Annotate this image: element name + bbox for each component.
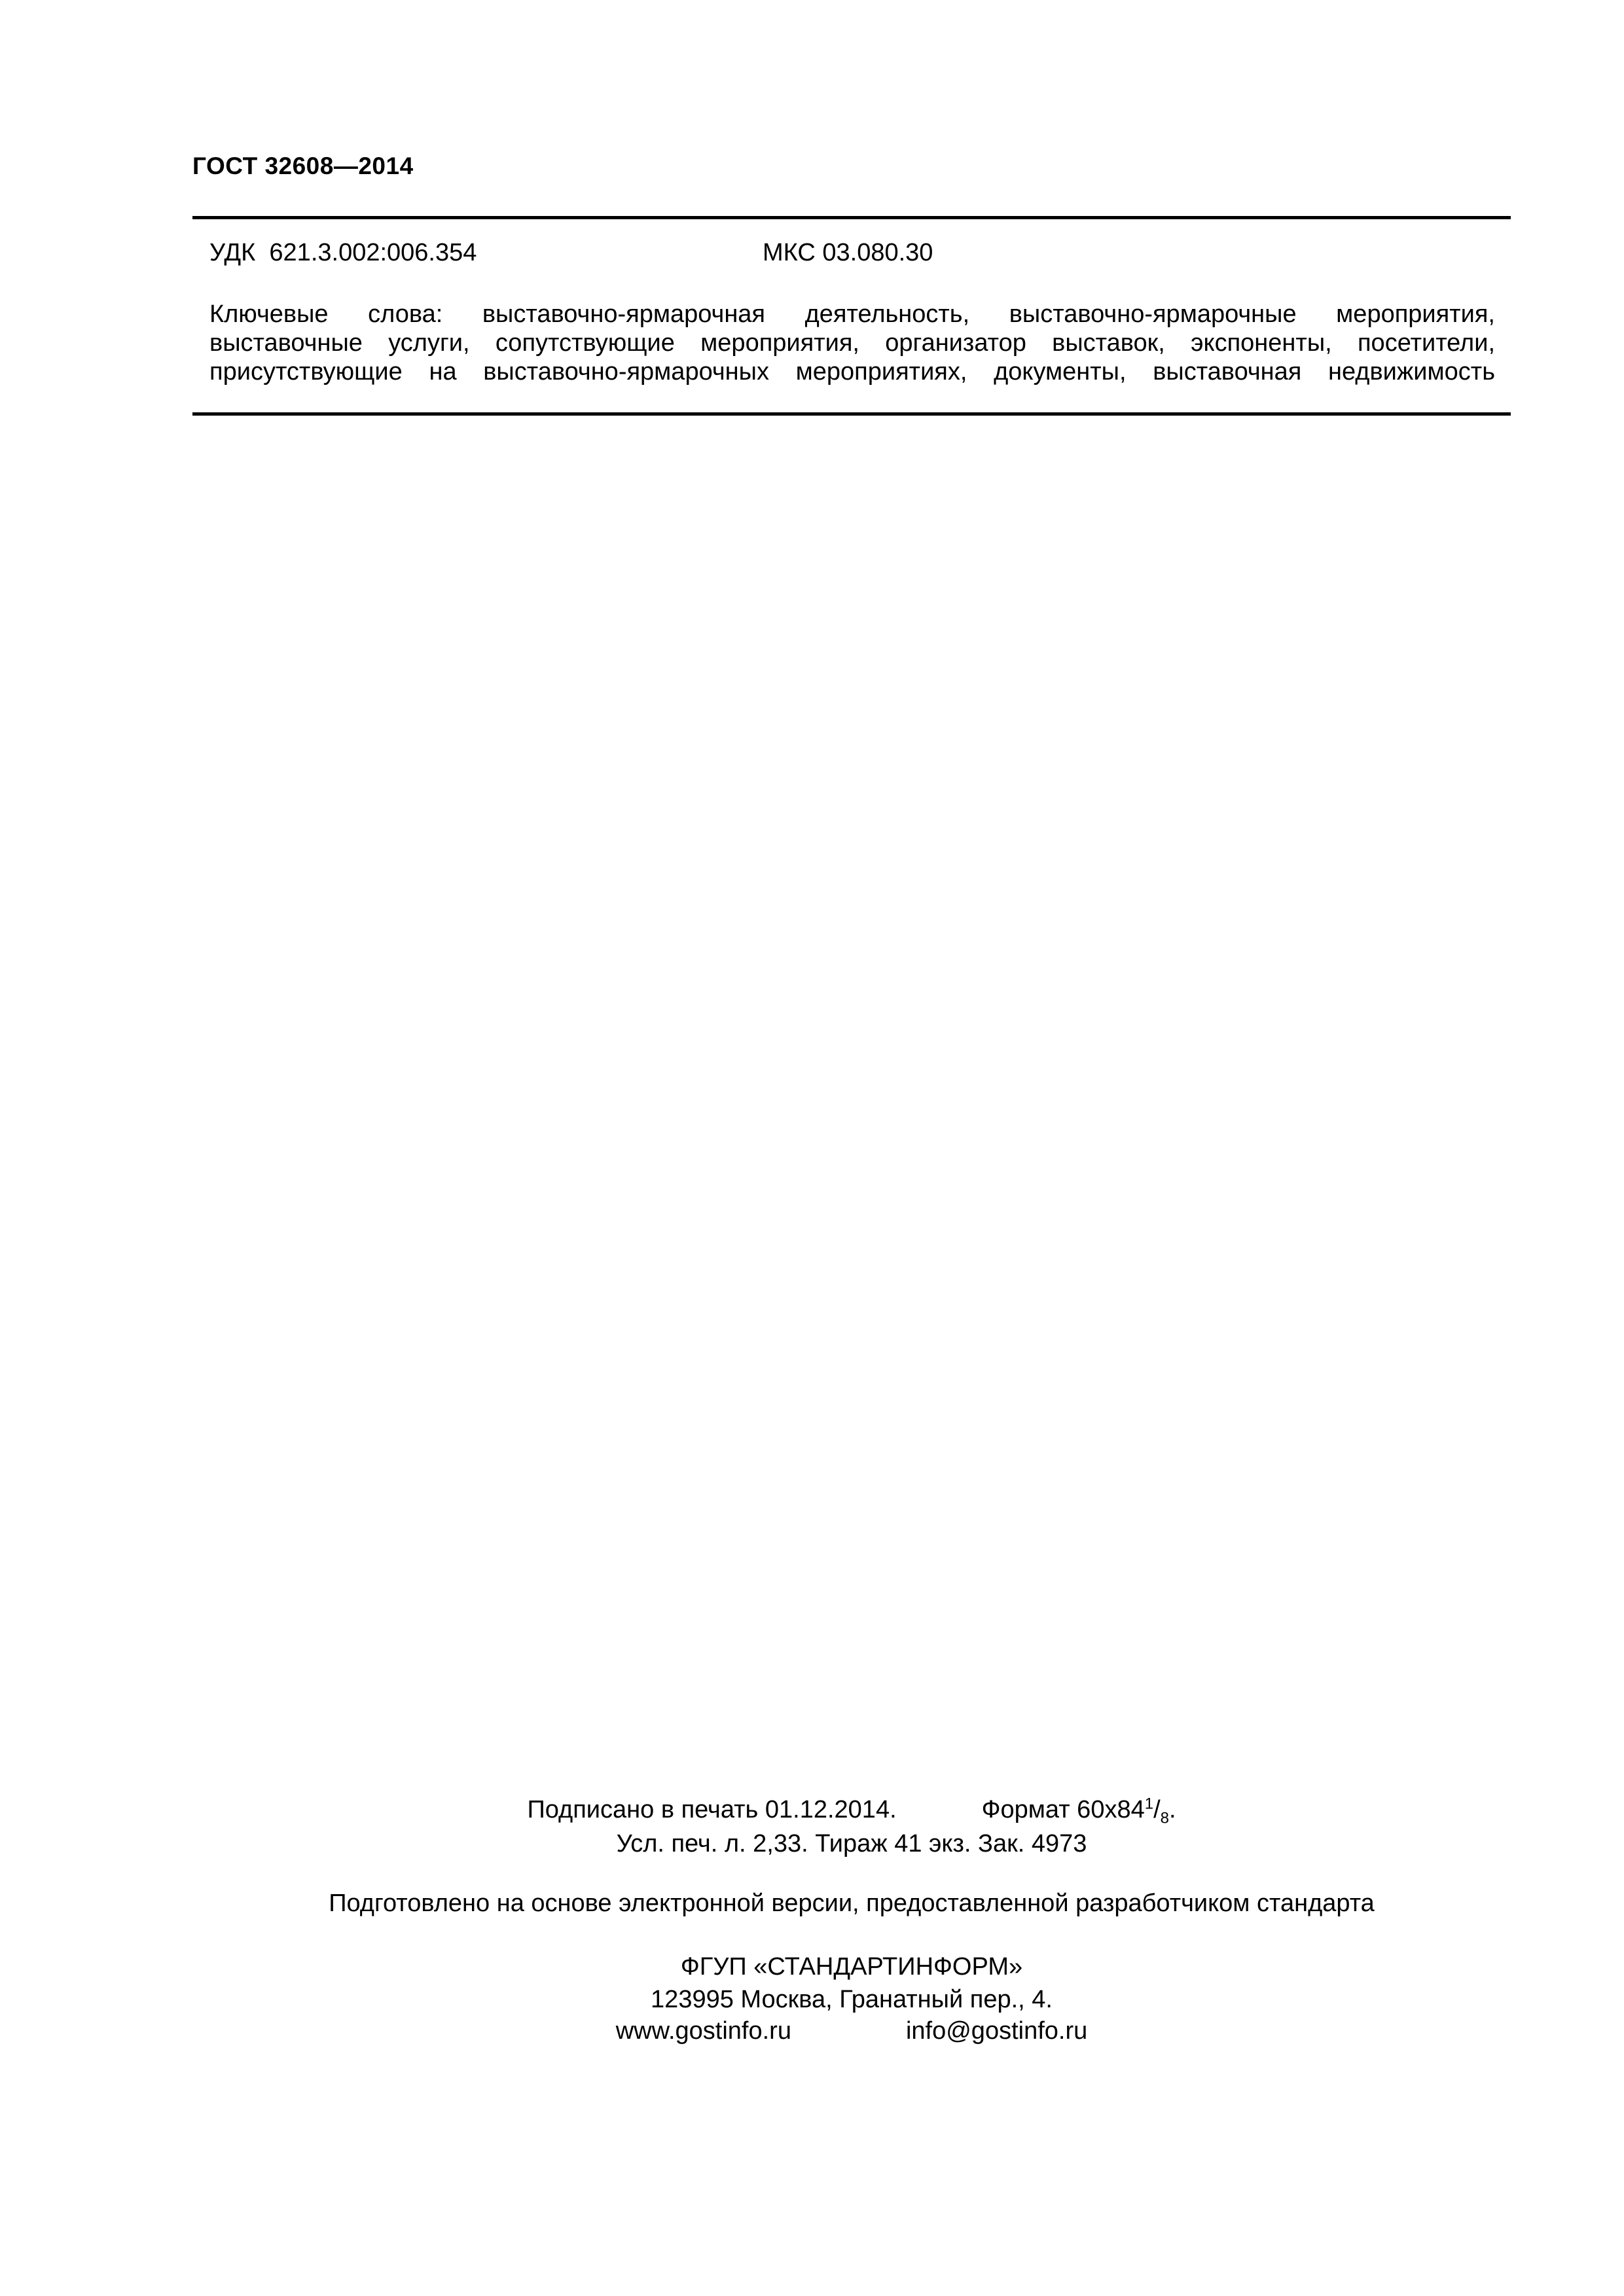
mks-code: МКС 03.080.30 bbox=[763, 239, 933, 266]
signed-date: Подписано в печать 01.12.2014. bbox=[527, 1796, 897, 1823]
website-link[interactable]: www.gostinfo.ru bbox=[615, 2017, 791, 2045]
paper-format: Формат $60x84^1/_8$. bbox=[981, 1795, 1176, 1827]
keywords-block bbox=[209, 300, 1495, 386]
prepared-note: Подготовлено на основе электронной версии, предоставленной разработчиком стандарта bbox=[329, 1890, 1375, 1917]
udk-code: УДК 621.3.002:006.354 bbox=[209, 239, 477, 266]
bottom-divider bbox=[192, 412, 1511, 416]
print-signed-line bbox=[192, 1793, 1511, 1826]
keywords-line: присутствующие на выставочно-ярмарочных мероприятиях, документы, выставочная недвижимость bbox=[209, 358, 1495, 386]
keywords-line: Ключевые слова: выставочно-ярмарочная деятельность, выставочно-ярмарочные мероприятия, bbox=[209, 300, 1495, 328]
standard-number: ГОСТ 32608—2014 bbox=[192, 152, 414, 179]
publisher-contacts bbox=[192, 2015, 1511, 2047]
publisher-address: 123995 Москва, Гранатный пер., 4. bbox=[651, 1986, 1053, 2013]
top-divider bbox=[192, 216, 1511, 219]
publisher-name: ФГУП «СТАНДАРТИНФОРМ» bbox=[680, 1953, 1023, 1981]
email-link[interactable]: info@gostinfo.ru bbox=[905, 2017, 1088, 2045]
keywords-line: выставочные услуги, сопутствующие мероприятия, организатор выставок, экспоненты, посетители, bbox=[209, 329, 1495, 357]
print-details: Усл. печ. л. 2,33. Тираж 41 экз. Зак. 4973 bbox=[616, 1830, 1087, 1857]
